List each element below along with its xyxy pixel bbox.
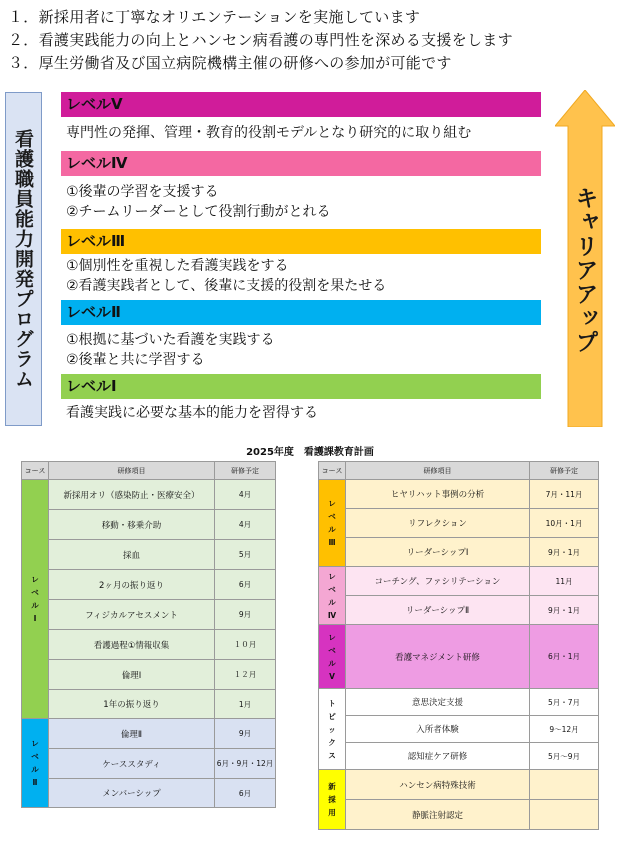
training-schedule: 9月	[215, 719, 276, 749]
training-schedule: 5月・7月	[530, 689, 599, 716]
level-4-desc-2: ②チームリーダーとして役割行動がとれる	[66, 204, 331, 220]
course-label: レベルⅣ	[327, 571, 337, 620]
training-schedule: 9月・1月	[530, 596, 599, 625]
course-cell	[319, 567, 346, 625]
table-row	[22, 779, 276, 808]
course-cell	[319, 625, 346, 689]
table-row	[319, 596, 599, 625]
table-row	[319, 625, 599, 689]
training-item: フィジカルアセスメント	[49, 600, 215, 630]
training-item: 意思決定支援	[346, 689, 530, 716]
level-bar-2: レベルⅡ	[61, 300, 541, 325]
course-label: トピックス	[328, 698, 336, 760]
program-title-box	[5, 92, 42, 426]
table-row	[22, 600, 276, 630]
course-cell	[22, 480, 49, 719]
training-item: ヒヤリハット事例の分析	[346, 480, 530, 509]
table-row	[319, 716, 599, 743]
table-row	[22, 510, 276, 540]
header-schedule: 研修予定	[530, 462, 599, 480]
training-schedule: 6月・1月	[530, 625, 599, 689]
training-item: リーダーシップⅡ	[346, 596, 530, 625]
training-schedule: 6月	[215, 779, 276, 808]
training-schedule	[530, 770, 599, 800]
training-schedule: 7月・11月	[530, 480, 599, 509]
header-item: 研修項目	[49, 462, 215, 480]
course-cell	[319, 689, 346, 770]
level-2-desc-1: ①根拠に基づいた看護を実践する	[66, 332, 275, 348]
course-label: レベルⅠ	[31, 575, 39, 623]
training-item: 移動・移乗介助	[49, 510, 215, 540]
header-course: コース	[319, 462, 346, 480]
table-row	[319, 770, 599, 800]
table-row	[319, 509, 599, 538]
intro-line: ２．看護実践能力の向上とハンセン病看護の専門性を深める支援をします	[8, 31, 513, 49]
course-label: レベルⅤ	[328, 632, 336, 681]
training-schedule: 4月	[215, 480, 276, 510]
training-schedule: 6月	[215, 570, 276, 600]
career-up-label: キャリアアップ	[571, 186, 598, 354]
training-item: リーダーシップⅠ	[346, 538, 530, 567]
level-bar-3: レベルⅢ	[61, 229, 541, 254]
intro-line: ３．厚生労働省及び国立病院機構主催の研修への参加が可能です	[8, 54, 452, 72]
level-3-desc-2: ②看護実践者として、後輩に支援的役割を果たせる	[66, 278, 387, 294]
table-row	[22, 480, 276, 510]
header-item: 研修項目	[346, 462, 530, 480]
table-row	[22, 660, 276, 690]
intro-line: １．新採用者に丁寧なオリエンテーションを実施しています	[8, 8, 421, 26]
course-label: レベルⅢ	[328, 499, 336, 547]
level-bar-1: レベルⅠ	[61, 374, 541, 399]
training-item: 認知症ケア研修	[346, 743, 530, 770]
training-schedule: 11月	[530, 567, 599, 596]
training-schedule	[530, 800, 599, 830]
training-schedule: 9月	[215, 600, 276, 630]
training-item: コーチング、ファシリテーション	[346, 567, 530, 596]
training-item: リフレクション	[346, 509, 530, 538]
header-course: コース	[22, 462, 49, 480]
table-row	[319, 480, 599, 509]
table-row	[22, 690, 276, 719]
header-schedule: 研修予定	[215, 462, 276, 480]
plan-title: 2025年度 看護課教育計画	[246, 447, 374, 458]
training-item: 倫理Ⅰ	[49, 660, 215, 690]
table-row	[22, 749, 276, 779]
level-2-desc-2: ②後輩と共に学習する	[66, 352, 205, 368]
training-schedule: 1月	[215, 690, 276, 719]
training-item: 看護過程①情報収集	[49, 630, 215, 660]
level-bar-5: レベルⅤ	[61, 92, 541, 117]
training-schedule: 5月～9月	[530, 743, 599, 770]
right-training-table	[318, 461, 599, 830]
level-3-desc-1: ①個別性を重視した看護実践をする	[66, 258, 289, 274]
training-item: 新採用オリ（感染防止・医療安全）	[49, 480, 215, 510]
course-cell	[22, 719, 49, 808]
course-cell	[319, 770, 346, 830]
training-item: 1年の振り返り	[49, 690, 215, 719]
training-item: 採血	[49, 540, 215, 570]
training-item: メンバーシップ	[49, 779, 215, 808]
training-schedule: １２月	[215, 660, 276, 690]
training-schedule: 9～12月	[530, 716, 599, 743]
course-cell	[319, 480, 346, 567]
training-item: 入所者体験	[346, 716, 530, 743]
training-schedule: 4月	[215, 510, 276, 540]
level-4-desc-1: ①後輩の学習を支援する	[66, 184, 219, 200]
table-row	[22, 630, 276, 660]
training-item: ハンセン病特殊技術	[346, 770, 530, 800]
table-row	[22, 540, 276, 570]
level-5-desc: 専門性の発揮、管理・教育的役割モデルとなり研究的に取り組む	[66, 125, 472, 141]
training-item: 看護マネジメント研修	[346, 625, 530, 689]
training-schedule: 5月	[215, 540, 276, 570]
table-row	[319, 538, 599, 567]
left-training-table	[21, 461, 276, 808]
training-item: ケーススタディ	[49, 749, 215, 779]
level-bar-4: レベルⅣ	[61, 151, 541, 176]
program-title: 看護職員能力開発プログラム	[12, 129, 34, 389]
table-row	[22, 570, 276, 600]
course-label: 新採用	[328, 782, 336, 817]
course-label: レベルⅡ	[31, 739, 39, 787]
training-item: 2ヶ月の振り返り	[49, 570, 215, 600]
table-row	[319, 743, 599, 770]
table-row	[319, 567, 599, 596]
training-schedule: 6月・9月・12月	[215, 749, 276, 779]
table-row	[22, 719, 276, 749]
table-row	[319, 800, 599, 830]
training-item: 倫理Ⅱ	[49, 719, 215, 749]
level-1-desc: 看護実践に必要な基本的能力を習得する	[66, 405, 318, 421]
training-schedule: 10月・1月	[530, 509, 599, 538]
table-row	[319, 689, 599, 716]
training-schedule: １０月	[215, 630, 276, 660]
training-item: 静脈注射認定	[346, 800, 530, 830]
intro-list	[8, 6, 620, 75]
career-up-label-box	[563, 170, 607, 370]
training-schedule: 9月・1月	[530, 538, 599, 567]
